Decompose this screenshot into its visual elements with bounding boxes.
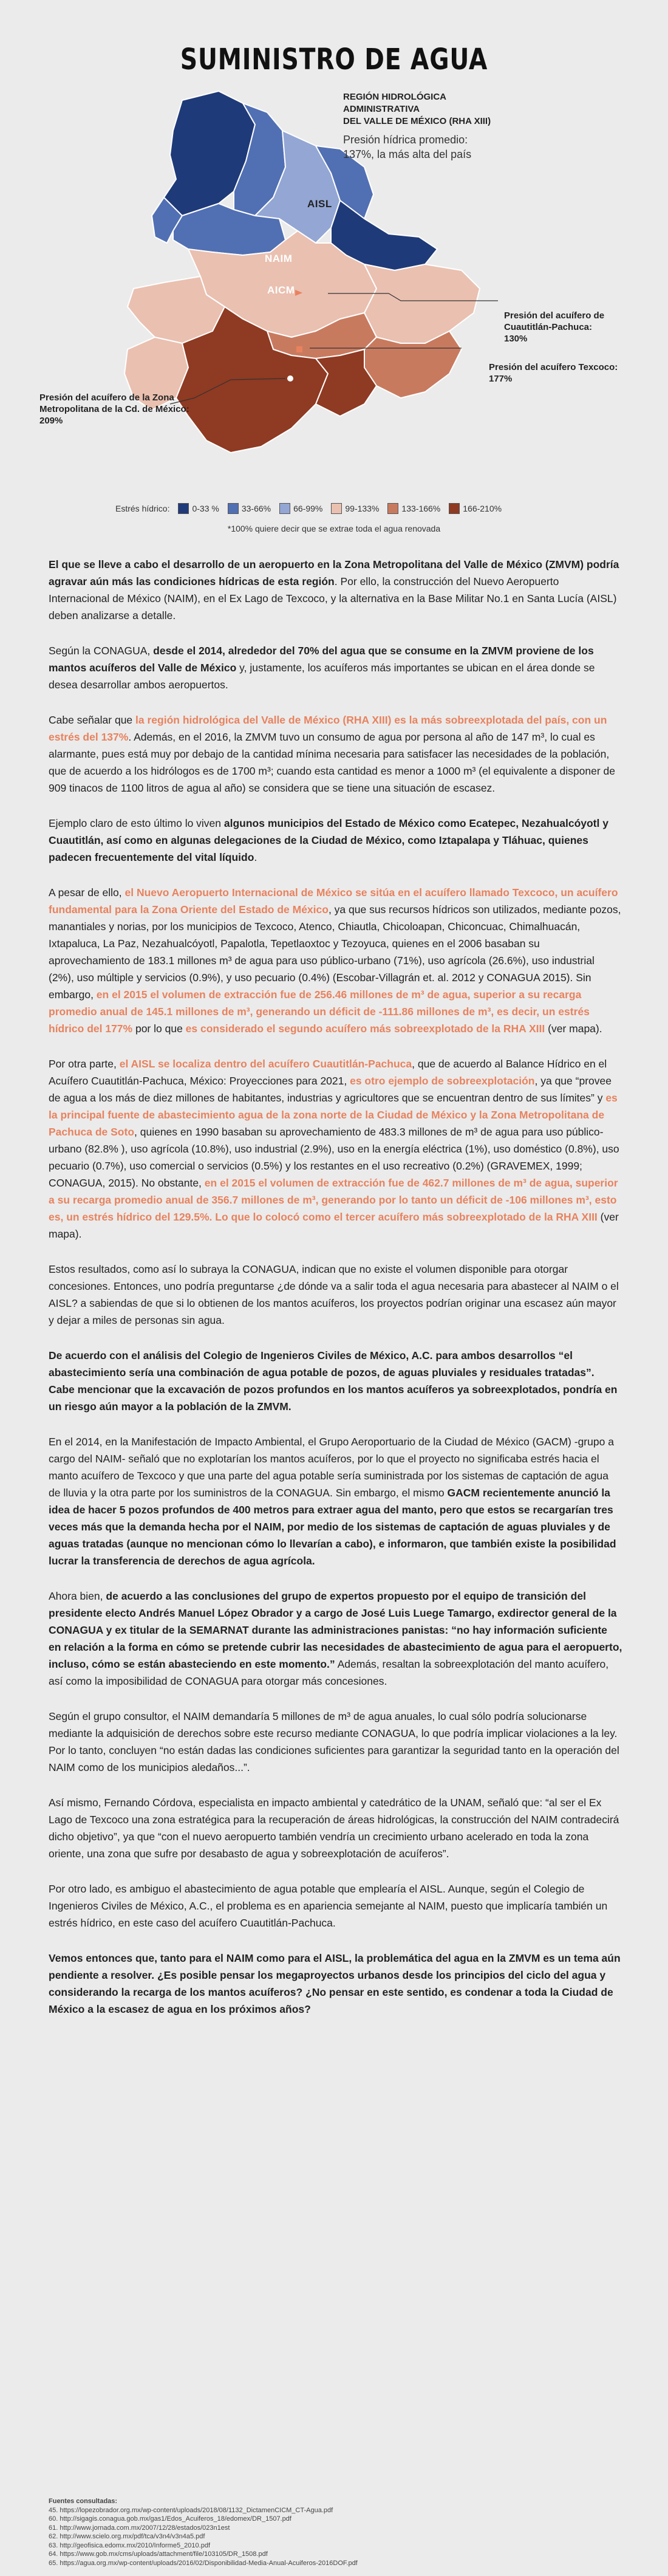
body-text: Por otro lado, es ambiguo el abastecimiento de agua potable que emplearía el AISL. Aunque, según el Colegio de Ingenieros Civiles de México, A.C., el problema es en apariencia semejante al NAIM, puesto que implicaría también un estrés hídrico, en este caso del acuífero Cuautitlán-Pachuca. xyxy=(49,1883,608,1929)
source-item: 60. http://sigagis.conagua.gob.mx/gas1/Edos_Acuiferos_18/edomex/DR_1507.pdf xyxy=(49,2515,291,2523)
highlight-text: en el 2015 el volumen de extracción fue de 256.46 millones de m³ de agua, superior a su recarga promedio anual de 145.1 millones de m³, generando un déficit de -111.86 millones de m³, es decir, un estrés hídrico del 177% xyxy=(49,988,590,1035)
cdmx-callout: Presión del acuífero de la Zona Metropolitana de la Cd. de México: 209% xyxy=(39,392,189,426)
legend-item: 133-166% xyxy=(387,503,440,514)
sources-title: Fuentes consultadas: xyxy=(49,2498,118,2505)
paragraph xyxy=(49,1055,622,1242)
body-text: . Además, en el 2016, la ZMVM tuvo un consumo de agua por persona al año de 147 m³, lo cual es alarmante, pues está muy por debajo de la cantidad mínima necesaria para satisfacer las necesidades de la población, que de acuerdo a los hidrólogos es de 1700 m³; cuando esta cantidad es menor a 1000 m³ (el equivalente a disponer de 909 tinacos de 1100 litros de agua al año) se considera que se tiene una situación de escasez. xyxy=(49,731,615,794)
source-item: 65. https://agua.org.mx/wp-content/uploads/2016/02/Disponibilidad-Media-Anual-Acuiferos-2016DOF.pdf xyxy=(49,2559,358,2567)
region-info xyxy=(343,91,501,162)
info-text-2: 137%, la más alta del país xyxy=(343,148,472,160)
stress-legend xyxy=(115,501,510,516)
paragraph xyxy=(49,1880,622,1931)
body-text: (ver mapa). xyxy=(49,1211,619,1240)
paragraph xyxy=(49,1588,622,1690)
aicm-label: AICM xyxy=(267,284,295,296)
water-stress-map xyxy=(0,88,668,477)
legend-swatch xyxy=(178,503,189,514)
page-title: SUMINISTRO DE AGUA xyxy=(180,43,488,77)
info-heading-2: DEL VALLE DE MÉXICO (RHA XIII) xyxy=(343,116,491,126)
body-text: , ya que sus recursos hídricos son utilizados, mediante pozos, manantiales y norias, por los municipios de Texcoco, Atenco, Chiautla, Chicoloapan, Chiconcuac, Chimalhuacán, Ixtapaluca, La Paz, Nezahualcóyotl, Papalotla, Tepetlaoxtoc y Tezoyuca, quienes en el 2006 basaban su aprovechamiento de 183.1 millones m³ de agua para uso público-urbano (71%), uso agrícola (26.6%), uso industrial (2%), uso múltiple y servicios (0.9%), y uso pecuario (0.4%) (Escobar-Villagrán et. al. 2012 y CONAGUA 2015). Sin embargo, xyxy=(49,903,621,1001)
highlight-text: la región hidrológica del Valle de México (RHA XIII) es la más sobreexplotada del país, con un estrés del 137% xyxy=(49,714,607,743)
source-item: 61. http://www.jornada.com.mx/2007/12/28/estados/023n1est xyxy=(49,2524,230,2532)
body-text: . Por ello, la construcción del Nuevo Aeropuerto Internacional de México (NAIM), en el Ex Lago de Texcoco, y la alternativa en la Base Militar No.1 en Santa Lucía (AISL) deben analizarse a detalle. xyxy=(49,575,617,622)
legend-title: Estrés hídrico: xyxy=(115,504,170,513)
legend-item: 0-33 % xyxy=(178,503,219,514)
highlight-text: es considerado el segundo acuífero más sobreexplotado de la RHA XIII xyxy=(185,1023,545,1035)
paragraph xyxy=(49,884,622,1037)
bold-text: GACM recientemente anunció la idea de hacer 5 pozos profundos de 400 metros para extraer agua del manto, pero que estos se recargarían tres veces más que la demanda hecha por el NAIM, por medio de los sistemas de captación de aguas pluviales y de aguas tratadas (aunque no mencionan cómo lo llevarían a cabo), e informaron, que también existe la posibilidad lucrar la transferencia de derechos de agua agrícola. xyxy=(49,1487,616,1567)
legend-item: 33-66% xyxy=(228,503,271,514)
legend-swatch xyxy=(387,503,398,514)
naim-marker xyxy=(296,346,302,352)
body-text: Así mismo, Fernando Córdova, especialista en impacto ambiental y catedrático de la UNAM, señaló que: “al ser el Ex Lago de Texcoco una zona estratégica para la recuperación de áreas hidrológicas, la construcción del NAIM contradecirá dicho objetivo”, ya que “con el nuevo aeropuerto también vendría un crecimiento urbano acelerado en toda la zona oriente, una zona que sufre por desabasto de agua y sobreexplotación de acuíferos”. xyxy=(49,1797,619,1860)
highlight-text: el AISL se localiza dentro del acuífero Cuautitlán-Pachuca xyxy=(119,1058,412,1070)
body-text: Según el grupo consultor, el NAIM demandaría 5 millones de m³ de agua anuales, lo cual sólo podría solucionarse mediante la adquisición de derechos sobre este recurso mediante CONAGUA, lo que podría implicar violaciones a la ley. Por lo tanto, concluyen “no están dadas las condiciones suficientes para garantizar la seguridad tanto en la operación del NAIM como de los municipios aledaños...”. xyxy=(49,1710,619,1773)
bold-text: De acuerdo con el análisis del Colegio de Ingenieros Civiles de México, A.C. para ambos desarrollos “el abastecimiento sería una combinación de agua potable de pozos, de aguas pluviales y residuales tratadas”. Cabe mencionar que la excavación de pozos profundos en los mantos acuíferos ya sobreexplotados, pondría en un riesgo aún mayor a la población de la ZMVM. xyxy=(49,1349,618,1413)
body-text: Según la CONAGUA, xyxy=(49,645,154,657)
body-text: A pesar de ello, xyxy=(49,886,125,899)
source-item: 45. https://lopezobrador.org.mx/wp-content/uploads/2018/08/1132_DictamenCICM_CT-Agua.pdf xyxy=(49,2506,333,2514)
body-text: , ya que “provee de agua a los más de diez millones de habitantes, industrias y agricultores que se encuentran dentro de sus límites” y xyxy=(49,1075,612,1104)
article-body xyxy=(49,556,622,2036)
legend-item: 166-210% xyxy=(449,503,502,514)
legend-item: 66-99% xyxy=(279,503,322,514)
paragraph xyxy=(49,1708,622,1776)
source-item: 64. https://www.gob.mx/cms/uploads/attachment/file/103105/DR_1508.pdf xyxy=(49,2550,268,2558)
legend-swatch xyxy=(279,503,290,514)
aisl-label: AISL xyxy=(307,198,332,210)
naim-label: NAIM xyxy=(265,253,293,264)
source-item: 62. http://www.scielo.org.mx/pdf/tca/v3n4/v3n4a5.pdf xyxy=(49,2533,205,2540)
body-text: y, justamente, los acuíferos más importantes se ubican en el área donde se desea desarrollar ambos aeropuertos. xyxy=(49,662,595,691)
body-text: Ejemplo claro de esto último lo viven xyxy=(49,817,224,829)
body-text: (ver mapa). xyxy=(545,1023,602,1035)
body-text: . xyxy=(254,851,257,863)
aicm-marker xyxy=(287,375,293,382)
legend-swatch xyxy=(449,503,460,514)
paragraph xyxy=(49,815,622,866)
info-text-1: Presión hídrica promedio: xyxy=(343,134,468,146)
highlight-text: el Nuevo Aeropuerto Internacional de México se sitúa en el acuífero llamado Texcoco, un acuífero fundamental para la Zona Oriente del Estado de México xyxy=(49,886,618,916)
body-text: , que de acuerdo al Balance Hídrico en el Acuífero Cuautitlán-Pachuca, México: Proyecciones para 2021, xyxy=(49,1058,607,1087)
bold-text: desde el 2014, alrededor del 70% del agua que se consume en la ZMVM proviene de los mantos acuíferos del Valle de México xyxy=(49,645,594,674)
paragraph xyxy=(49,1950,622,2018)
paragraph xyxy=(49,556,622,624)
body-text: En el 2014, en la Manifestación de Impacto Ambiental, el Grupo Aeroportuario de la Ciudad de México (GACM) -grupo a cargo del NAIM- señaló que no explotarían los mantos acuíferos, por lo que el proyecto no significaba estrés hacia el manto acuífero de Texcoco y que una parte del agua potable sería suministrada por los sistemas de captación de agua de lluvia y la otra parte por los suministros de la CONAGUA. Sin embargo, el mismo xyxy=(49,1436,614,1499)
sources-list xyxy=(49,2497,622,2567)
info-heading-1: REGIÓN HIDROLÓGICA ADMINISTRATIVA xyxy=(343,92,446,114)
highlight-text: es la principal fuente de abastecimiento agua de la zona norte de la Ciudad de México y la Zona Metropolitana de Pachuca de Soto xyxy=(49,1092,618,1138)
highlight-text: en el 2015 el volumen de extracción fue de 462.7 millones de m³ de agua, superior a su recarga promedio anual de 356.7 millones de m³, generando por lo tanto un déficit de -106 millones m³, esto es, un estrés hídrico del 129.5%. Lo que lo colocó como el tercer acuífero más sobreexplotado de la RHA XIII xyxy=(49,1177,618,1223)
texcoco-callout: Presión del acuífero Texcoco: 177% xyxy=(489,362,618,384)
highlight-text: es otro ejemplo de sobreexplotación xyxy=(350,1075,535,1087)
legend-swatch xyxy=(228,503,239,514)
paragraph xyxy=(49,642,622,693)
legend-swatch xyxy=(331,503,342,514)
legend-item: 99-133% xyxy=(331,503,379,514)
paragraph xyxy=(49,1347,622,1415)
paragraph xyxy=(49,1794,622,1862)
body-text: Cabe señalar que xyxy=(49,714,136,726)
bold-text: de acuerdo a las conclusiones del grupo de expertos propuesto por el equipo de transición del presidente electo Andrés Manuel López Obrador y a cargo de José Luis Luege Tamargo, exdirector general de la CONAGUA y ex titular de la SEMARNAT durante las administraciones panistas: “no hay información suficiente en relación a la forma en cómo se pretende cubrir las necesidades de abastecimiento de agua para el aeropuerto, incluso, cómo se están abasteciendo en este momento.” xyxy=(49,1590,622,1670)
body-text: Ahora bien, xyxy=(49,1590,106,1602)
body-text: Por otra parte, xyxy=(49,1058,120,1070)
bold-text: Vemos entonces que, tanto para el NAIM como para el AISL, la problemática del agua en la ZMVM es un tema aún pendiente a resolver. ¿Es posible pensar los megaproyectos urbanos desde los principios del ciclo del agua y considerando la recarga de los mantos acuíferos? ¿No pensar en este sentido, es condenar a toda la Ciudad de México a la escasez de agua en los próximos años? xyxy=(49,1952,621,2015)
body-text: Estos resultados, como así lo subraya la CONAGUA, indican que no existe el volumen disponible para otorgar concesiones. Entonces, uno podría preguntarse ¿de dónde va a salir toda el agua necesaria para abastecer al NAIM o el AISL? a sabiendas de que si lo obtienen de los mantos acuíferos, los proyectos podrían originar una escasez aún mayor y dejar a miles de personas sin agua. xyxy=(49,1263,619,1326)
legend-note: *100% quiere decir que se extrae toda el agua renovada xyxy=(227,524,441,533)
body-text: , quienes en 1990 basaban su aprovechamiento de 483.3 millones de m³ de agua para uso público-urbano (82.8% ), uso agrícola (10.8%), uso industrial (2.9%), uso en la energía eléctrica (1%), uso doméstico (0.8%), uso pecuario (0.7%), uso comercial o servicios (0.5%) y los restantes en el uso recreativo (0.2%) (GRAVEMEX, 1999; CONAGUA, 2015). No obstante, xyxy=(49,1126,619,1189)
cuautitlan-callout: Presión del acuífero de Cuautitlán-Pachuca: 130% xyxy=(504,310,605,344)
paragraph xyxy=(49,1261,622,1329)
map-region-east-pink xyxy=(364,264,480,343)
paragraph xyxy=(49,1433,622,1569)
source-item: 63. http://geofisica.edomx.mx/2010/Informe5_2010.pdf xyxy=(49,2541,210,2549)
body-text: por lo que xyxy=(132,1023,186,1035)
body-text: Además, resaltan la sobreexplotación del manto acuífero, así como la imposibilidad de CONAGUA para otorgar más concesiones. xyxy=(49,1658,609,1687)
bold-text: algunos municipios del Estado de México como Ecatepec, Nezahualcóyotl y Cuautitlán, así como en algunas delegaciones de la Ciudad de México, como Iztapalapa y Tláhuac, quienes padecen frecuentemente del vital líquido xyxy=(49,817,608,863)
bold-text: El que se lleve a cabo el desarrollo de un aeropuerto en la Zona Metropolitana del Valle de México (ZMVM) podría agravar aún más las condiciones hídricas de esta región xyxy=(49,558,619,587)
paragraph xyxy=(49,711,622,796)
